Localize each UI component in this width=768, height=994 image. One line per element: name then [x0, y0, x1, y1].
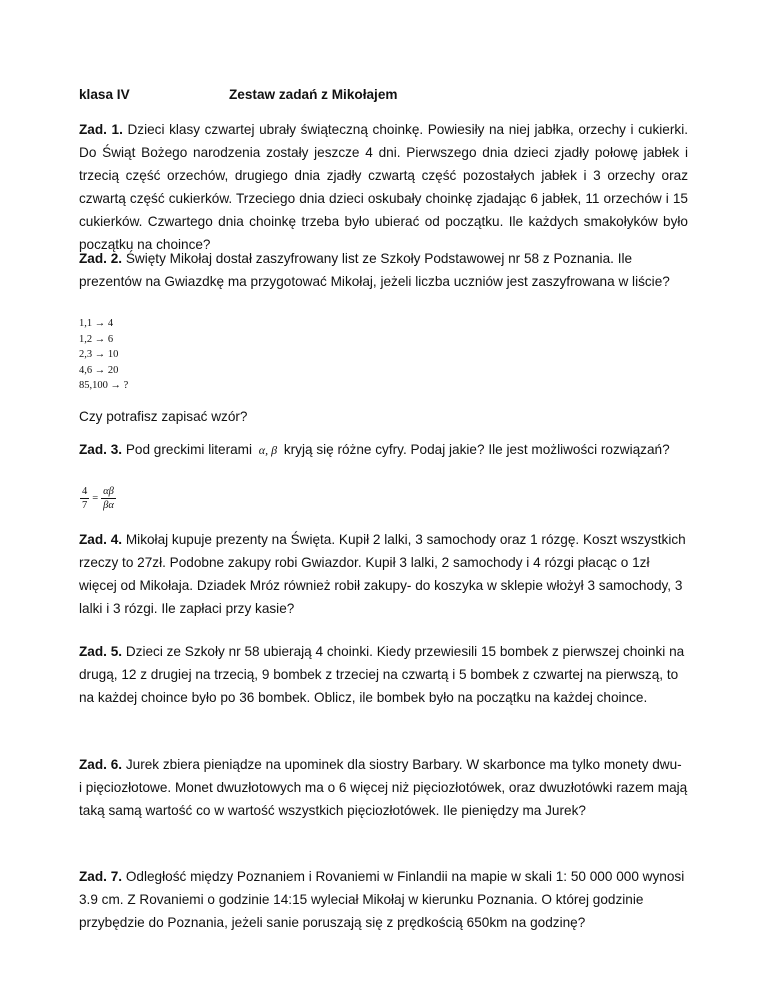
task-5-label: Zad. 5. — [79, 644, 123, 659]
task-7 — [79, 865, 688, 934]
task-7-text: Odległość między Poznaniem i Rovaniemi w Finlandii na mapie w skali 1: 50 000 000 wynosi 3.9 cm. Z Rovaniemi o godzinie 14:15 wyleciał Mikołaj w kierunku Poznania. O której godzinie przybędzie do Poznania, jeżeli sanie poruszają się z prędkością 650km na godzinę? — [79, 869, 685, 930]
task-4-paragraph — [79, 528, 688, 620]
task-1-label: Zad. 1. — [79, 122, 123, 137]
task-3-paragraph — [79, 438, 688, 462]
task-6-text: Jurek zbiera pieniądze na upominek dla siostry Barbary. W skarbonce ma tylko monety dwu- i pięciozłotowe. Monet dwuzłotowych ma o 6 więcej niż pięciozłotówek, oraz dwuzłotówki razem mają taką samą wartość co w wartość wszystkich pięciozłotówek. Ile pieniędzy ma Jurek? — [79, 757, 688, 818]
fraction-left-denominator: 7 — [82, 500, 88, 511]
task-3-text-after: kryją się różne cyfry. Podaj jakie? Ile jest możliwości rozwiązań? — [283, 442, 670, 457]
task-3 — [79, 438, 688, 462]
fraction-left — [80, 485, 89, 512]
task-4-label: Zad. 4. — [79, 532, 123, 547]
cipher-row-5: 85,100 → ? — [79, 380, 129, 391]
task-6-label: Zad. 6. — [79, 757, 123, 772]
task-2-paragraph — [79, 247, 688, 293]
fraction-left-numerator: 4 — [82, 486, 88, 497]
task-5 — [79, 640, 688, 709]
task-4-text: Mikołaj kupuje prezenty na Święta. Kupił 2 lalki, 3 samochody oraz 1 rózgę. Koszt wszystkich rzeczy to 27zł. Podobne zakupy robi Gwiazdor. Kupił 3 lalki, 2 samochody i 4 rózgi płacąc o 1zł więcej od Mikołaja. Dziadek Mróz również robił zakupy- do koszyka w sklepie włożył 3 samochody, 3 lalki i 3 rózgi. Ile zapłaci przy kasie? — [79, 532, 686, 616]
task-1 — [79, 118, 688, 256]
equals-sign: = — [92, 493, 99, 504]
cipher-sequence — [79, 316, 128, 394]
task-5-text: Dzieci ze Szkoły nr 58 ubierają 4 choinki. Kiedy przewiesili 15 bombek z pierwszej choinki na drugą, 12 z drugiej na trzecią, 9 bombek z trzeciej na czwartą i 5 bombek z czwartej na pierwszą, to na każdej choince było po 36 bombek. Oblicz, ile bombek było na początku na każdej choince. — [79, 644, 685, 705]
task-2-question: Czy potrafisz zapisać wzór? — [79, 409, 248, 424]
cipher-row-4: 4,6 → 20 — [79, 364, 119, 376]
task-3-text-before: Pod greckimi literami — [125, 442, 252, 457]
task-4 — [79, 528, 688, 620]
fraction-right — [101, 485, 116, 512]
task-3-label: Zad. 3. — [79, 442, 123, 457]
cipher-row-1: 1,1 → 4 — [79, 318, 114, 329]
task-2-label: Zad. 2. — [79, 251, 123, 266]
task-1-paragraph — [79, 118, 688, 256]
task-6 — [79, 753, 688, 822]
task-6-paragraph — [79, 753, 688, 822]
fraction-right-denominator: βα — [103, 500, 114, 511]
worksheet-header — [79, 83, 398, 106]
greek-letters: α, β — [258, 443, 278, 457]
fraction-equation — [80, 485, 116, 512]
task-1-text: Dzieci klasy czwartej ubrały świąteczną choinkę. Powiesiły na niej jabłka, orzechy i cukierki. Do Świąt Bożego narodzenia zostały jeszcze 4 dni. Pierwszego dnia dzieci zjadły połowę jabłek i trzecią część orzechów, drugiego dnia zjadły czwartą część pozostałych jabłek i 3 orzechy oraz czwartą część cukierków. Trzeciego dnia dzieci oskubały choinkę zjadając 6 jabłek, 11 orzechów i 15 cukierków. Czwartego dnia choinkę trzeba było ubierać od początku. Ile każdych smakołyków było początku na choince? — [79, 122, 688, 252]
task-7-paragraph — [79, 865, 688, 934]
task-2-text: Święty Mikołaj dostał zaszyfrowany list ze Szkoły Podstawowej nr 58 z Poznania. Ile prezentów na Gwiazdkę ma przygotować Mikołaj, jeżeli liczba uczniów jest zaszyfrowana w liście? — [79, 251, 670, 289]
worksheet-title: Zestaw zadań z Mikołajem — [229, 87, 398, 102]
task-5-paragraph — [79, 640, 688, 709]
task-2 — [79, 247, 688, 293]
cipher-row-2: 1,2 → 6 — [79, 333, 114, 345]
task-7-label: Zad. 7. — [79, 869, 123, 884]
class-label: klasa IV — [79, 87, 130, 102]
cipher-row-3: 2,3 → 10 — [79, 349, 119, 360]
fraction-right-numerator: αβ — [103, 486, 114, 497]
